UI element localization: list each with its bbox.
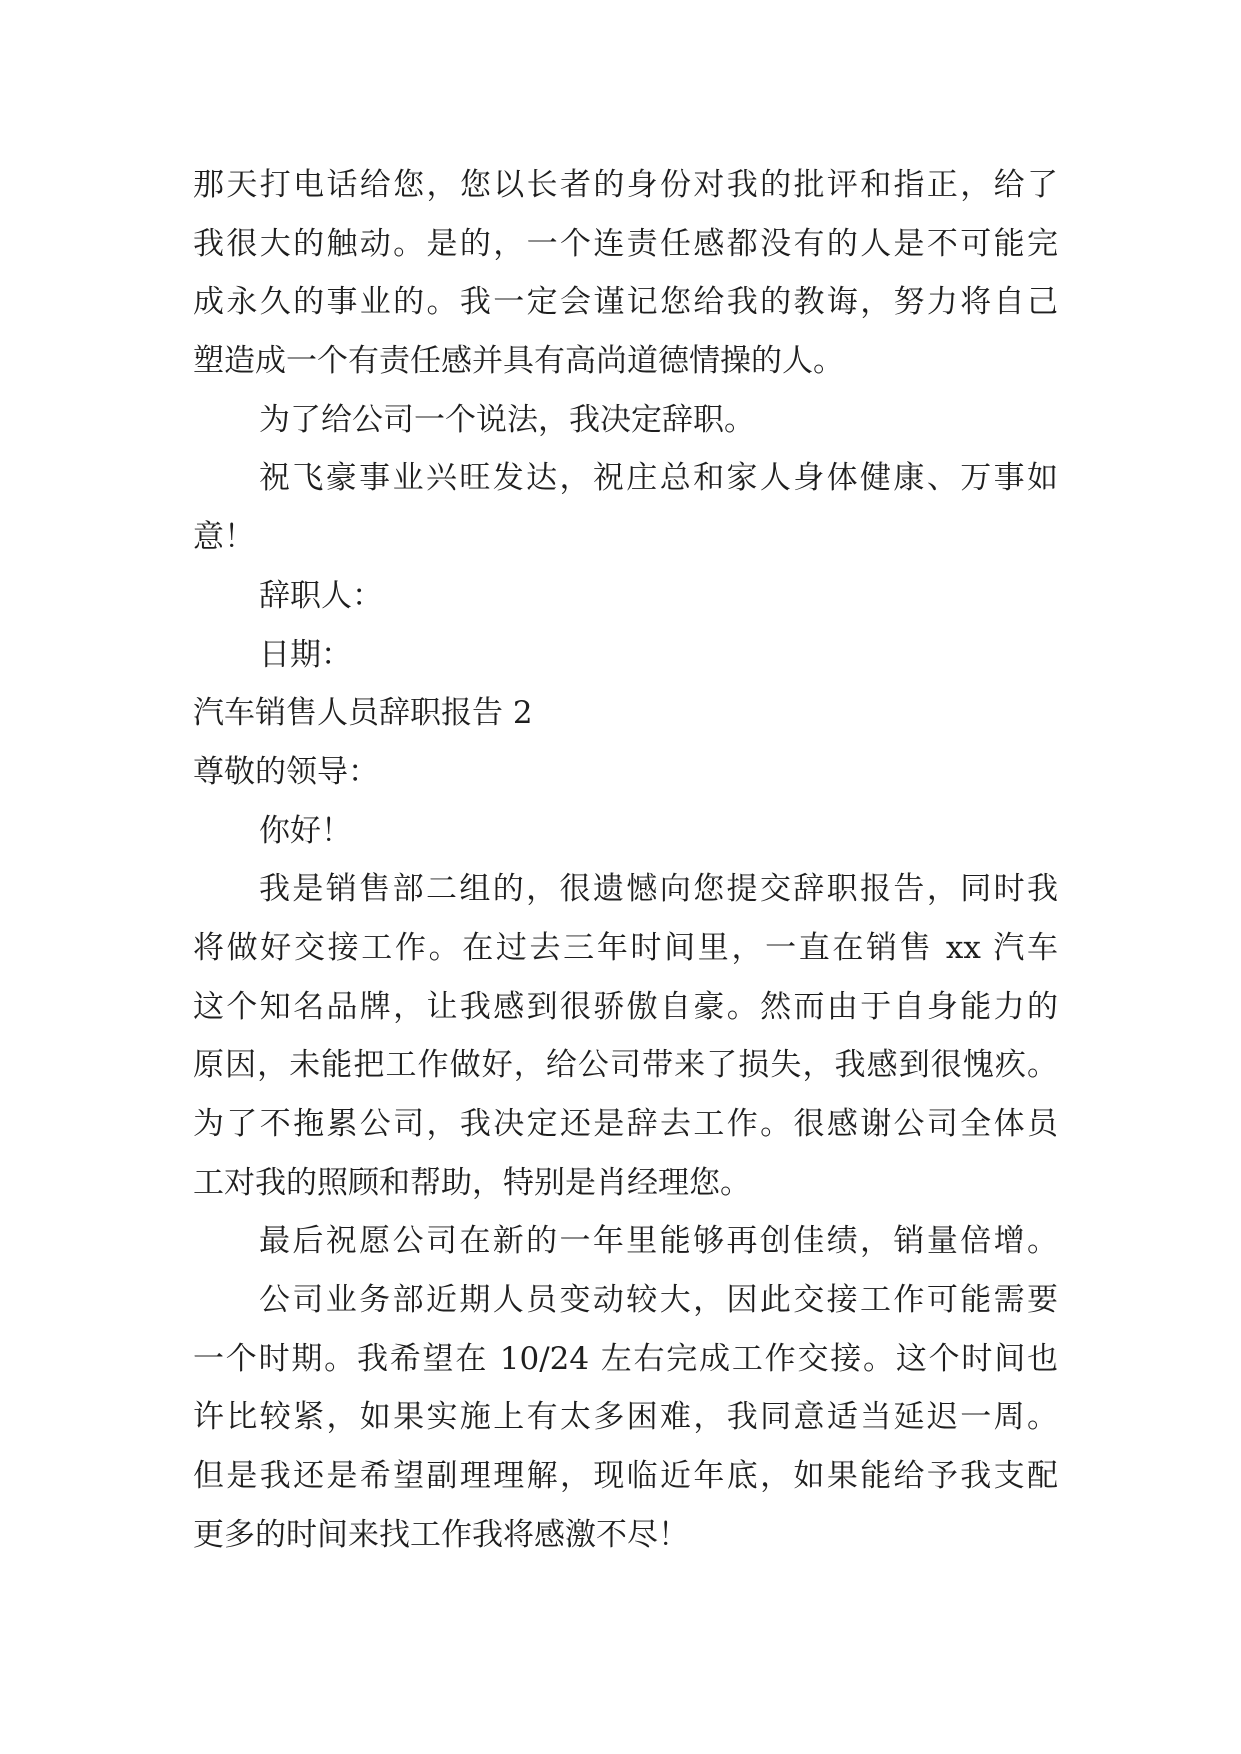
text-line: 将做好交接工作。在过去三年时间里，一直在销售 xx 汽车	[193, 929, 1058, 966]
paragraph-handover	[193, 1271, 1058, 1564]
text-line: 最后祝愿公司在新的一年里能够再创佳绩，销量倍增。	[259, 1223, 1058, 1260]
signature-label: 辞职人：	[259, 577, 383, 614]
salutation: 尊敬的领导：	[193, 753, 379, 790]
paragraph-wishes	[193, 449, 1058, 566]
text-line: 工对我的照顾和帮助，特别是肖经理您。	[193, 1164, 751, 1201]
text-line: 更多的时间来找工作我将感激不尽！	[193, 1516, 689, 1553]
paragraph-best-wishes	[193, 1212, 1058, 1271]
text-line: 塑造成一个有责任感并具有高尚道德情操的人。	[193, 343, 844, 380]
text-line: 为了不拖累公司，我决定还是辞去工作。很感谢公司全体员	[193, 1106, 1058, 1142]
text-line: 我很大的触动。是的，一个连责任感都没有的人是不可能完	[193, 225, 1058, 262]
document-body	[193, 156, 1058, 1565]
text-line: 公司业务部近期人员变动较大，因此交接工作可能需要	[259, 1282, 1058, 1319]
paragraph-decision	[193, 391, 1058, 450]
text-line: 意！	[193, 519, 255, 556]
text-line: 祝飞豪事业兴旺发达，祝庄总和家人身体健康、万事如	[259, 460, 1058, 497]
text-line: 成永久的事业的。我一定会谨记您给我的教诲，努力将自己	[193, 284, 1058, 321]
paragraph-resignation-reason	[193, 860, 1058, 1212]
date-label: 日期：	[259, 636, 352, 673]
text-line: 许比较紧，如果实施上有太多困难，我同意适当延迟一周。	[193, 1399, 1058, 1436]
greeting: 你好！	[259, 812, 352, 849]
text-line: 这个知名品牌，让我感到很骄傲自豪。然而由于自身能力的	[193, 988, 1058, 1025]
text-line: 但是我还是希望副理理解，现临近年底，如果能给予我支配	[193, 1458, 1058, 1495]
text-line: 原因，未能把工作做好，给公司带来了损失，我感到很愧疚。	[193, 1047, 1058, 1084]
report-title: 汽车销售人员辞职报告 2	[193, 695, 533, 732]
text-line: 那天打电话给您，您以长者的身份对我的批评和指正，给了	[193, 167, 1058, 203]
text-line: 一个时期。我希望在 10/24 左右完成工作交接。这个时间也	[193, 1340, 1058, 1377]
paragraph-responsibility	[193, 156, 1058, 391]
text-line: 我是销售部二组的，很遗憾向您提交辞职报告，同时我	[259, 871, 1058, 908]
text-line: 为了给公司一个说法，我决定辞职。	[259, 401, 755, 438]
